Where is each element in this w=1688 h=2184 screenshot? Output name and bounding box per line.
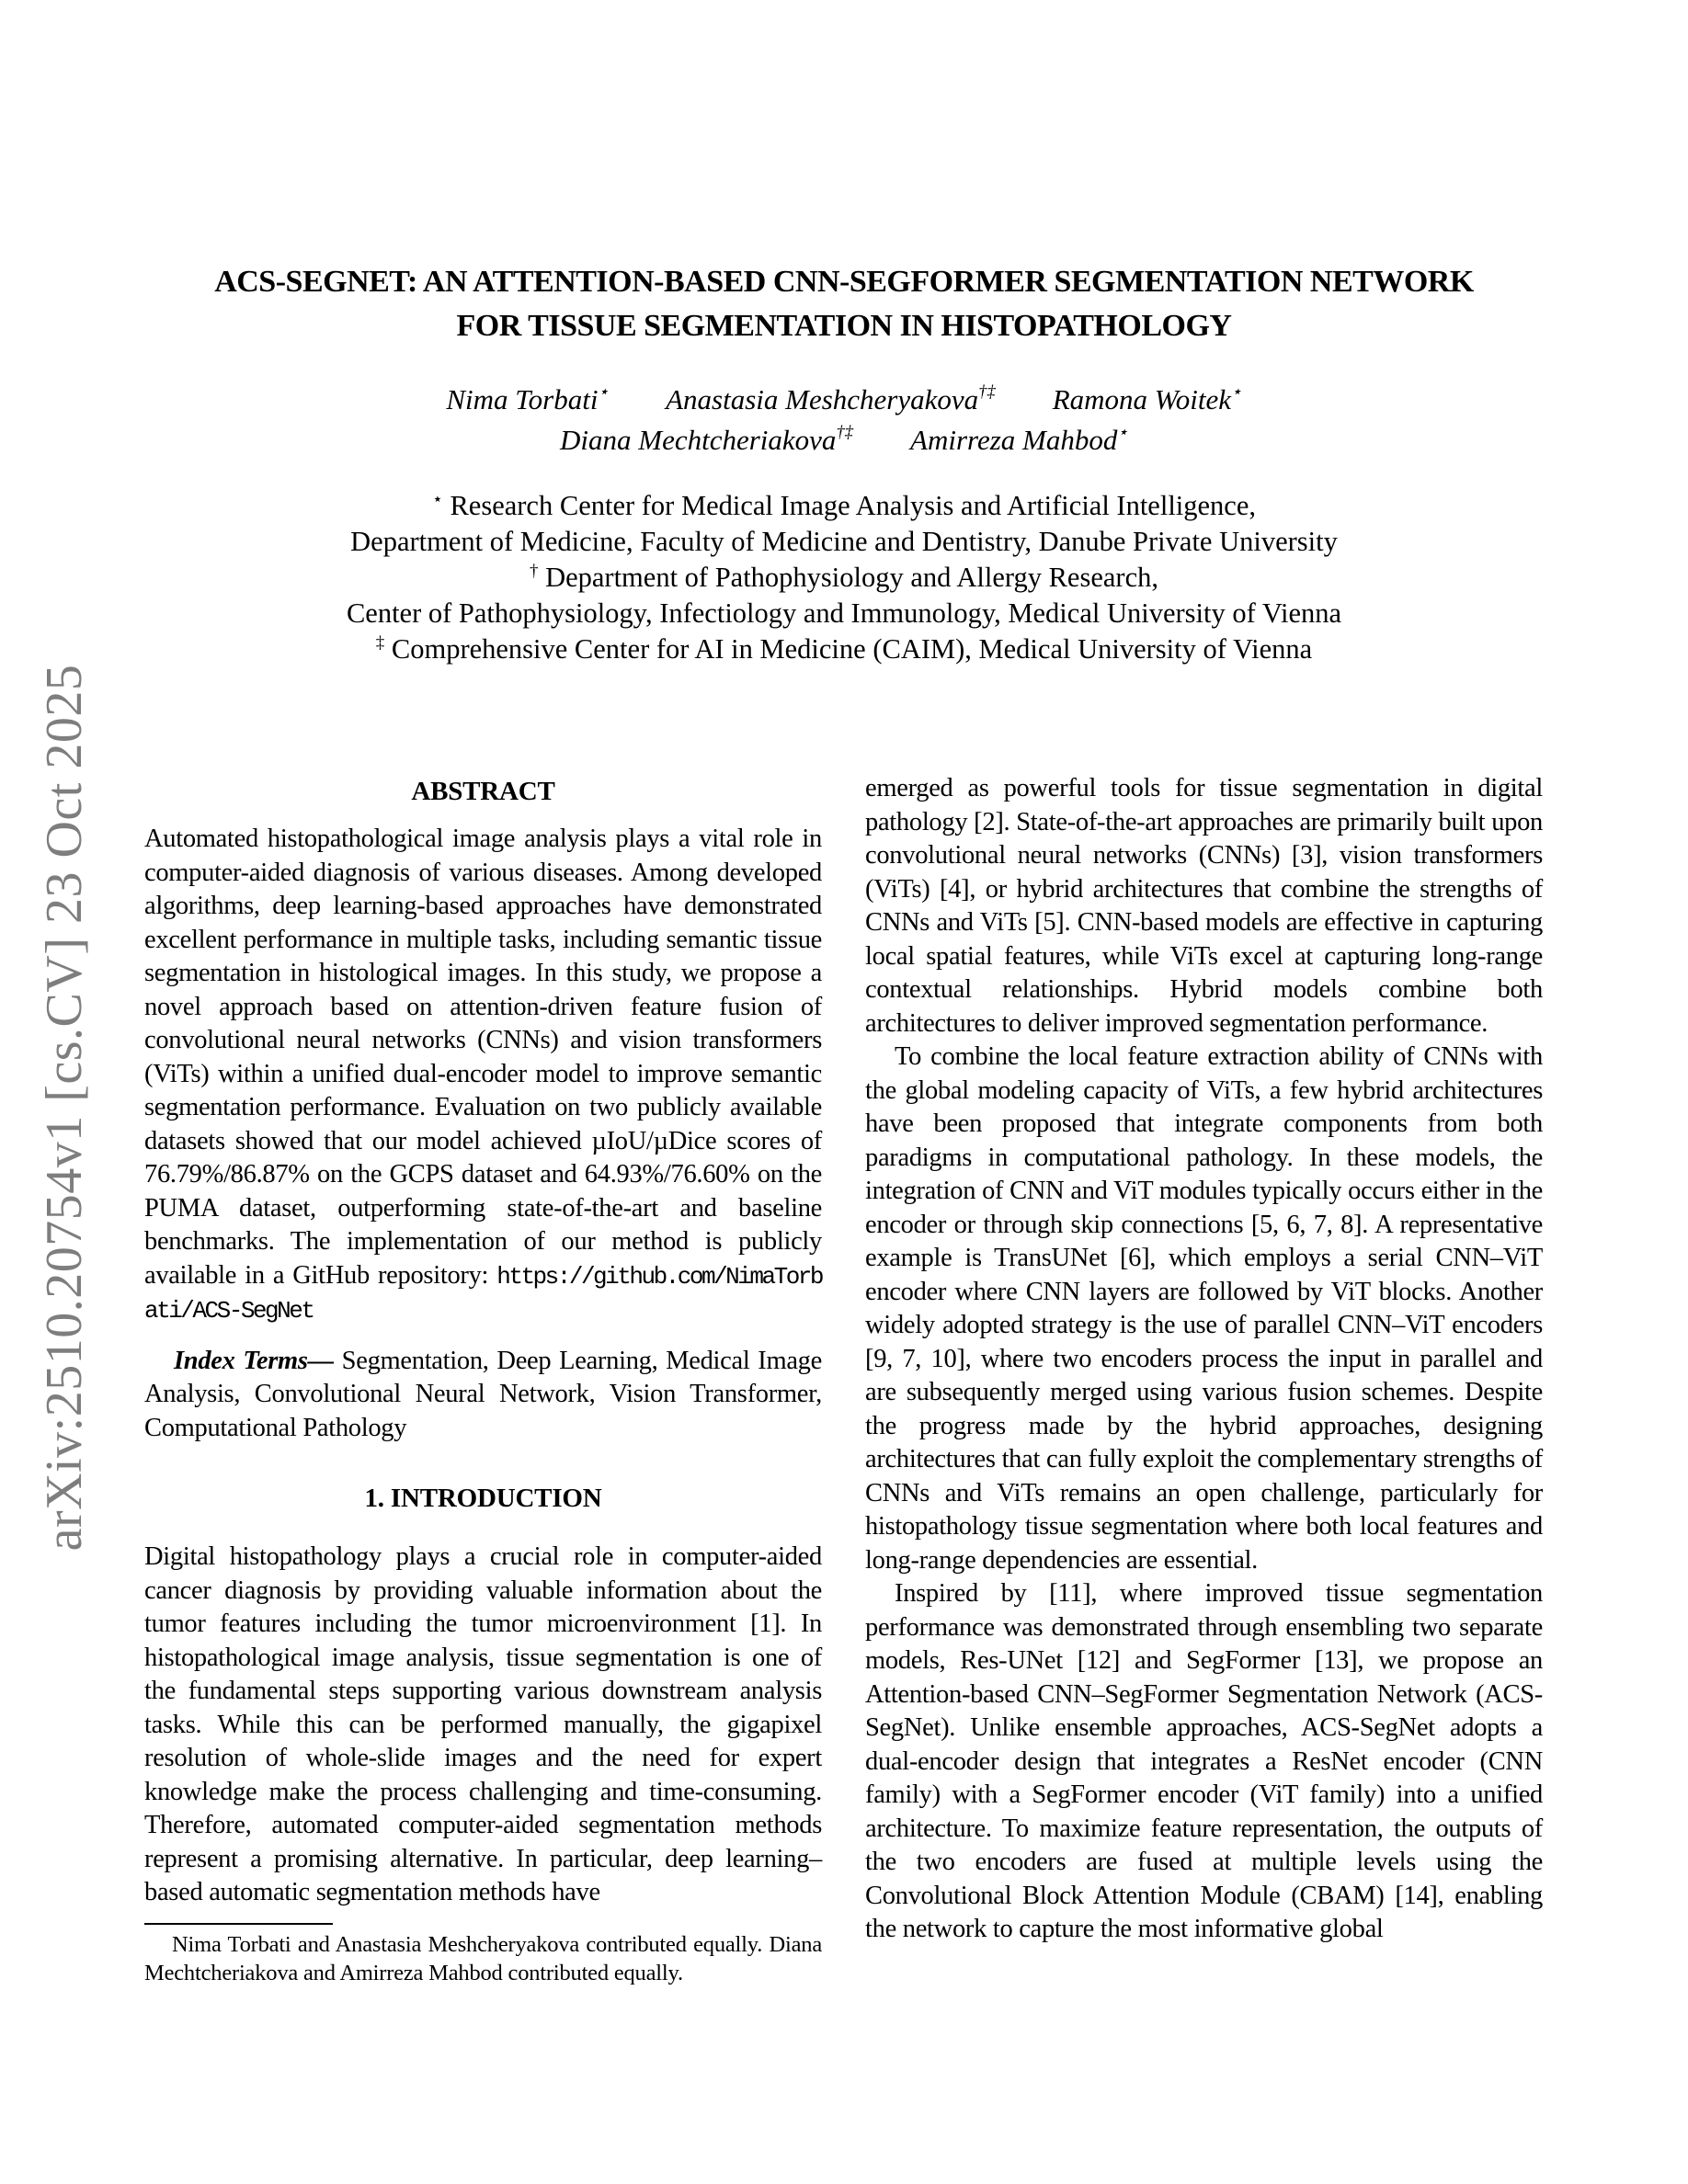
- paper-title-line2: FOR TISSUE SEGMENTATION IN HISTOPATHOLOGY: [456, 309, 1232, 343]
- author-affiliation-marker: ⋆: [598, 381, 610, 402]
- index-terms-label: Index Terms—: [174, 1346, 334, 1375]
- introduction-heading: 1. INTRODUCTION: [364, 1484, 602, 1513]
- author-row-2: [149, 420, 1539, 461]
- author-affiliation-marker: †‡: [836, 422, 854, 442]
- author-name: Ramona Woitek: [1052, 383, 1232, 415]
- author-affiliation-marker: †‡: [978, 381, 996, 402]
- author-amirreza-mahbod: [910, 420, 1128, 461]
- paper-header: [149, 260, 1539, 667]
- affiliation-line: [149, 596, 1539, 631]
- left-column: [144, 772, 822, 1987]
- arxiv-watermark-label: arXiv:2510.20754v1 [cs.CV] 23 Oct 2025: [36, 664, 93, 1552]
- affiliation-text: Comprehensive Center for AI in Medicine (CAIM), Medical University of Vienna: [384, 633, 1313, 665]
- abstract-heading: ABSTRACT: [411, 777, 555, 806]
- author-row-1: [149, 380, 1539, 420]
- author-nima-torbati: [446, 380, 609, 420]
- paper-title-line1: ACS-SEGNET: AN ATTENTION-BASED CNN-SEGFORMER SEGMENTATION NETWORK: [214, 265, 1474, 299]
- author-name: Amirreza Mahbod: [910, 424, 1118, 456]
- affiliation-text: Department of Pathophysiology and Allergy Research,: [538, 562, 1158, 593]
- github-repo-link[interactable]: https://github.com/NimaTorbati/ACS-SegNet: [144, 1262, 823, 1325]
- affiliation-marker: †: [530, 561, 539, 581]
- introduction-paragraph-1: Digital histopathology plays a crucial role in computer-aided cancer diagnosis by providing valuable information about the tumor features including the tumor microenvironment [1]. In histopathological image analysis, tissue segmentation is one of the fundamental steps supporting various downstream analysis tasks. While this can be performed manually, the gigapixel resolution of whole-slide images and the need for expert knowledge make the process challenging and time-consuming. Therefore, automated computer-aided segmentation methods represent a promising alternative. In particular, deep learning–based automatic segmentation methods have: [144, 1542, 822, 1906]
- affiliation-line: [149, 488, 1539, 524]
- introduction-paragraph-2: To combine the local feature extraction ability of CNNs with the global modeling capacity of ViTs, a few hybrid architectures have been proposed that integrate components from both paradigms in computational pathology. In these models, the integration of CNN and ViT modules typically occurs either in the encoder or through skip connections [5, 6, 7, 8]. A representative example is TransUNet [6], which employs a serial CNN–ViT encoder where CNN layers are followed by ViT blocks. Another widely adopted strategy is the use of parallel CNN–ViT encoders [9, 7, 10], where two encoders process the input in parallel and are subsequently merged using various fusion schemes. Despite the progress made by the hybrid approaches, designing architectures that can fully exploit the complementary strengths of CNNs and ViTs remains an open challenge, particularly for histopathology tissue segmentation where both local features and long-range dependencies are essential.: [865, 1042, 1543, 1575]
- author-name: Nima Torbati: [446, 383, 599, 415]
- affiliation-text: Department of Medicine, Faculty of Medicine and Dentistry, Danube Private University: [350, 526, 1338, 557]
- author-diana-mechtcheriakova: [560, 420, 853, 461]
- introduction-paragraph-3: Inspired by [11], where improved tissue segmentation performance was demonstrated through ensembling two separate models, Res-UNet [12] and SegFormer [13], we propose an Attention-based CNN–SegFormer Segmentation Network (ACS-SegNet). Unlike ensemble approaches, ACS-SegNet adopts a dual-encoder design that integrates a ResNet encoder (CNN family) with a SegFormer encoder (ViT family) into a unified architecture. To maximize feature representation, the outputs of the two encoders are fused at multiple levels using the Convolutional Block Attention Module (CBAM) [14], enabling the network to capture the most informative global: [865, 1579, 1543, 1943]
- affiliation-marker: ‡: [375, 632, 385, 653]
- affiliation-line: [149, 524, 1539, 560]
- affiliation-text: Center of Pathophysiology, Infectiology and Immunology, Medical University of Vienna: [346, 597, 1342, 629]
- index-terms-paragraph: [144, 1345, 822, 1446]
- author-name: Anastasia Meshcheryakova: [666, 383, 979, 415]
- author-list: [149, 380, 1539, 461]
- affiliation-line: [149, 631, 1539, 667]
- footnote-text: Nima Torbati and Anastasia Meshcheryakova contributed equally. Diana Mechtcheriakova and Amirreza Mahbod contributed equally.: [144, 1931, 822, 1985]
- author-affiliation-marker: ⋆: [1117, 422, 1128, 442]
- author-affiliation-marker: ⋆: [1231, 381, 1242, 402]
- author-anastasia-meshcheryakova: [666, 380, 996, 420]
- affiliation-line: [149, 560, 1539, 596]
- footnote-rule: [144, 1923, 333, 1925]
- right-column: [865, 772, 1543, 1947]
- paper-title: [149, 260, 1539, 348]
- abstract-paragraph: [144, 823, 822, 1328]
- author-name: Diana Mechtcheriakova: [560, 424, 837, 456]
- introduction-paragraph-1-continued: emerged as powerful tools for tissue segmentation in digital pathology [2]. State-of-the-art approaches are primarily built upon convolutional neural networks (CNNs) [3], vision transformers (ViTs) [4], or hybrid architectures that combine the strengths of CNNs and ViTs [5]. CNN-based models are effective in capturing local spatial features, while ViTs excel at capturing long-range contextual relationships. Hybrid models combine both architectures to deliver improved segmentation performance.: [865, 774, 1543, 1038]
- author-ramona-woitek: [1053, 380, 1242, 420]
- affiliation-list: [149, 488, 1539, 667]
- index-terms-text: Segmentation, Deep Learning, Medical Image Analysis, Convolutional Neural Network, Vision Transformer, Computational Pathology: [144, 1346, 822, 1442]
- abstract-text: Automated histopathological image analysis plays a vital role in computer-aided diagnosis of various diseases. Among developed algorithms, deep learning-based approaches have demonstrated excellent performance in multiple tasks, including semantic tissue segmentation in histological images. In this study, we propose a novel approach based on attention-driven feature fusion of convolutional neural networks (CNNs) and vision transformers (ViTs) within a unified dual-encoder model to improve semantic segmentation performance. Evaluation on two publicly available datasets showed that our model achieved µIoU/µDice scores of 76.79%/86.87% on the GCPS dataset and 64.93%/76.60% on the PUMA dataset, outperforming state-of-the-art and baseline benchmarks. The implementation of our method is publicly available in a GitHub repository:: [144, 825, 822, 1290]
- affiliation-marker: ⋆: [431, 489, 443, 509]
- affiliation-text: Research Center for Medical Image Analysis and Artificial Intelligence,: [442, 490, 1257, 521]
